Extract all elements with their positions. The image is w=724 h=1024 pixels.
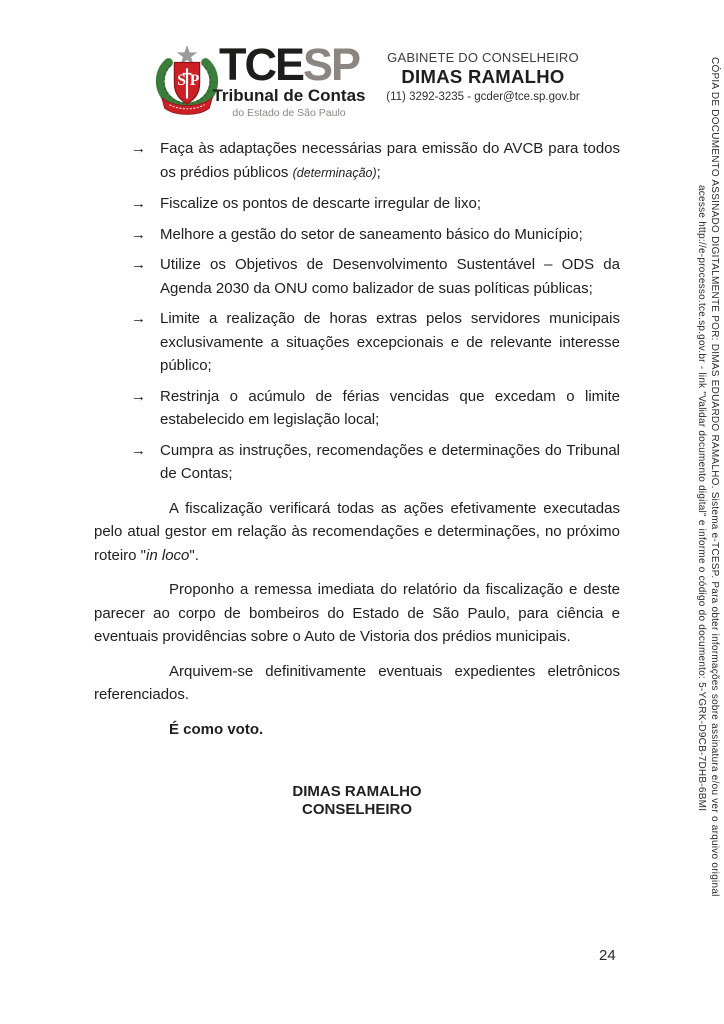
- paragraph-arquivamento: Arquivem-se definitivamente eventuais expedientes eletrônicos referenciados.: [94, 662, 620, 703]
- signature-name: DIMAS RAMALHO: [292, 783, 422, 800]
- list-item-text: Faça às adaptações necessárias para emissão do AVCB para todos os prédios públicos: [160, 140, 620, 181]
- list-item: [94, 223, 620, 247]
- svg-text:S: S: [177, 71, 186, 89]
- list-item-text: Restrinja o acúmulo de férias vencidas que excedam o limite estabelecido em legislação local;: [160, 387, 620, 428]
- list-item-text: Limite a realização de horas extras pelos servidores municipais exclusivamente a situações excepcionais e de relevante interesse público;: [160, 310, 620, 374]
- list-item: [94, 253, 620, 300]
- list-item: [94, 307, 620, 378]
- office-contact: (11) 3292-3235 - gcder@tce.sp.gov.br: [386, 91, 580, 103]
- office-councilor-name: DIMAS RAMALHO: [401, 66, 565, 87]
- tcesp-logo: [210, 39, 368, 119]
- signature-block: [94, 783, 620, 818]
- tcesp-acronym-tce: TCE: [218, 39, 303, 90]
- closing-statement: É como voto.: [169, 720, 264, 738]
- paragraph-text: A fiscalização verificará todas as ações efetivamente executadas pelo atual gestor em relação às recomendações e determinações, no próximo roteiro ": [94, 499, 620, 564]
- list-item-suffix: ;: [376, 163, 381, 181]
- paragraph-fiscalizacao: [94, 497, 620, 568]
- tcesp-acronym: [210, 39, 368, 90]
- list-item: [94, 439, 620, 486]
- arrow-bullet-icon: →: [131, 256, 146, 273]
- tcesp-acronym-sp: SP: [302, 39, 360, 90]
- sidebar-signature-line: CÓPIA DE DOCUMENTO ASSINADO DIGITALMENTE POR: DIMAS EDUARDO RAMALHO. Sistema e-TCESP. Para obter informações sobre assinatura e/ou ver o arquivo original: [709, 57, 720, 897]
- arrow-bullet-icon: →: [131, 387, 146, 405]
- list-item-text: Utilize os Objetivos de Desenvolvimento Sustentável – ODS da Agenda 2030 da ONU como balizador de suas políticas públicas;: [160, 256, 620, 297]
- star-icon: [177, 45, 197, 64]
- list-item-text: Cumpra as instruções, recomendações e determinações do Tribunal de Contas;: [160, 441, 620, 482]
- sidebar-validation-line: acesse http://e-processo.tce.sp.gov.br - link "Validar documento digital" e informe o código do documento: 5-YGRK-D9CB-7DHB-6BMI: [696, 185, 707, 812]
- office-block: [376, 50, 590, 103]
- arrow-bullet-icon: →: [131, 441, 146, 459]
- paragraph-remessa: Proponho a remessa imediata do relatório da fiscalização e deste parecer ao corpo de bombeiros do Estado de São Paulo, para ciência e eventuais providências sobre o Auto de Vistoria dos prédios municipais.: [94, 581, 620, 645]
- list-item: [94, 137, 620, 185]
- list-item: [94, 385, 620, 432]
- arrow-bullet-icon: →: [131, 195, 146, 212]
- tcesp-name: Tribunal de Contas: [212, 86, 366, 105]
- arrow-bullet-icon: →: [131, 310, 146, 327]
- digital-signature-sidebar: [695, 0, 721, 1024]
- list-item-text: Melhore a gestão do setor de saneamento básico do Município;: [160, 225, 583, 243]
- paragraph-italic: in loco: [146, 546, 190, 564]
- paragraph-text: ".: [189, 546, 199, 564]
- document-body: [94, 137, 620, 818]
- arrow-bullet-icon: →: [131, 140, 146, 157]
- office-title: GABINETE DO CONSELHEIRO: [387, 50, 579, 65]
- list-item: [94, 192, 620, 216]
- signature-title: CONSELHEIRO: [301, 800, 412, 818]
- list-item-text: Fiscalize os pontos de descarte irregular de lixo;: [160, 195, 481, 212]
- arrow-bullet-icon: →: [131, 225, 146, 243]
- recommendations-list: [94, 137, 620, 486]
- tcesp-subtitle: do Estado de São Paulo: [232, 107, 346, 119]
- svg-text:P: P: [189, 71, 200, 89]
- list-item-note: (determinação): [292, 165, 377, 180]
- page-number: 24: [599, 947, 616, 964]
